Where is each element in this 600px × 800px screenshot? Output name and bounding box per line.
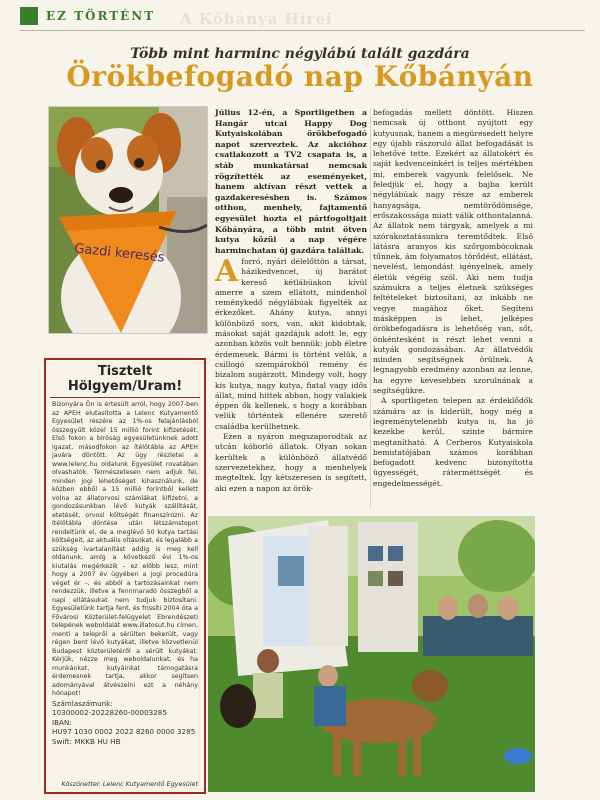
ghost-header-text: A Kőbánya Hírei bbox=[180, 10, 333, 28]
section-tag bbox=[20, 6, 155, 26]
appeal-account bbox=[46, 699, 204, 747]
section-label: EZ TÖRTÉNT bbox=[46, 9, 156, 23]
column-divider bbox=[370, 108, 371, 508]
event-scene-photo bbox=[208, 516, 535, 792]
col2-paragraph-2: Ezen a nyáron megszaporodtak az utcán kóborló állatok. Olyan sokan kerültek a különböző állatvédő szervezetekhez, hogy a menhelyek megteltek. Így kétszeresen is segített, aki ezen a napon az örök- bbox=[215, 432, 367, 493]
swift-code: Swift: MKKB HU HB bbox=[52, 736, 121, 746]
article-headline: Örökbefogadó nap Kőbányán bbox=[66, 60, 534, 93]
appeal-body bbox=[46, 398, 204, 699]
article-lead: Július 12-én, a Sportligetben a Hangár utcai Happy Dog Kutyaiskolában örökbefogadó napot szerveztek. Az akcióhoz csatlakozott a TV2 csapata is, a stáb munkatársai nemcsak rögzítették az eseményeket, hanem aktívan részt vettek a gazdakeresésben is. Számos otthon, menhely, fajtamentő egyesület hozta el pártfogoltjait Kőbányára, a több mint ötven kutya közül a nap végére harminchatan új gazdára találtak. bbox=[215, 108, 367, 255]
dog-portrait-photo bbox=[48, 106, 208, 334]
appeal-text: Bizonyára Ön is értesült arról, hogy 2007-ben az APEH elutasította a Lelenc Kutyamentő Egyesület részére az 1%-os felajánlásból összegyűlt közel 15 millió forint kifizetését. Első fokon a bíróság egyesületünknek adott igazat, másodfokon az ítélőtábla az APEH javára döntött. Az ügy részletei a www.lelenc.hu oldalunk Egyesület rovatában olvashatók. Természetesen nem adjuk fel, minden jogi lehetőséget kihasználunk, de közben ebből a 15 millió forintból kellett volna az állatorvosi számlákat kifizetni, a gondozásunkban lévő kutyák szállítását, etetését, orvosi költségét finanszírozni. Az ítélőtábla döntése után létszámstopot rendeltünk el, de a meglévő 50 kutya tartási költségeit, az aktuális oltásokat, és legalább a szükség ivartalanítást addig is meg kell oldanunk, amíg a következő évi 1%-os kiutalás megérkezik – ez előbb lesz, mint hogy a 2007 év ügyében a jogi procedúra véget ér –, és abból a tartozásainkat nem rendezzük, illetve a fennmaradó összegből a napi ellátásukat nem tudjuk biztosítani. Egyesületünk tartja fent, és frissíti 2004 óta a Fővárosi Közterület-felügyelet Ebrendészeti telepének weboldalát www.illatosut.hu címen, menti a telepről a sérülten bekerült, vagy régen bent lévő kutyákat, illetve közvetlenül Budapest közterületéről a sérült kutyákat. Kérjük, nézze meg weboldalunkat, és ha munkánkat, kutyáinkat támogatásra érdemesnek tartja, akkor segítsen adományával átvészelni ezt a néhány hónapot! bbox=[52, 401, 198, 697]
account-label: Számlaszámunk: bbox=[52, 698, 113, 708]
article-column-2 bbox=[215, 254, 367, 494]
col2-paragraph-1: forró, nyári délelőttön a társat, házikedvencet, új barátot kereső kétlábúakon kívül amerre a szem ellátott, mindenhol reménykedő négylábúak figyelték az érkezőket. Ahány kutya, annyi különböző sors, van, akit kidobtak, másokat saját gazdájuk adott le, egy azonban közös volt bennük: jobb életre érdemesek. Bármi is történt velük, a csillogó szempárokból remény és bizalom sugárzott. Mindegy volt, hogy kis kutya, nagy kutya, fiatal vagy idős állat, mind hittek abban, hogy valakiek éppen ők kellenek, s hogy a korábban velük történtek ellenére szerető családba kerülhetnek. bbox=[215, 257, 367, 431]
section-square-icon bbox=[20, 7, 38, 25]
appeal-thanks: Köszönettel: Lelenc Kutyamentő Egyesület bbox=[61, 780, 198, 788]
account-number: 10300002-20228260-00003285 bbox=[52, 708, 167, 717]
article-column-3 bbox=[373, 108, 533, 489]
iban-number: HU97 1030 0002 2022 8260 0000 3285 bbox=[52, 727, 196, 736]
appeal-title: Tisztelt Hölgyem/Uram! bbox=[67, 364, 183, 394]
bandana-text: Gazdi keresés bbox=[73, 241, 166, 266]
top-divider bbox=[20, 30, 585, 31]
appeal-box bbox=[44, 358, 206, 794]
iban-label: IBAN: bbox=[52, 717, 72, 727]
col3-paragraph-2: A sportligeten telepen az érdeklődők számára az is kiderült, hogy még a legreménytelenebb kutya is, ha jó kezekbe kerül, szinte bármire megtanítható. A Cerberos Kutyaiskola bemutatójában számos korábban befogadott kedvenc bizonyította ügyességét, ráterméttségét és engedelmességét. bbox=[373, 396, 533, 488]
article-kicker: Több mint harminc négylábú talált gazdára bbox=[130, 46, 470, 62]
col3-paragraph-1: befogadás mellett döntött. Hiszen nemcsak új otthont nyújtott egy kutyusnak, hanem a megüresedett helyre egy újabb rászoruló állat befogadását is lehetővé tette. Ezekért az állatokért és saját kedvenceinkért is teljes mértékben mi, emberek vagyunk felelősek. Ne feledjük el, hogy a bajba került négylábúak nagy része az emberek hanyagsága, nemtörődömsége, erőszakossága miatt válik otthontalanná. Az állatok nem tárgyak, amelyek a mi szórakoztatásunkra teremtődtek. Első látásra aranyos kis szőrgombócoknak tűnnek, ám folyamatos törődést, ellátást, nevelést, lemondást igényelnek, amely életük végéig szól. Aki nem tudja számukra a teljes életnek szükséges feltételeket biztosítani, az inkább ne vegye magához őket. Segíteni másképpen is lehet, jelképes örökbefogadásra is lehetőség van, sőt, önkéntesként is részt lehet venni a kutyák gondozásában. Az állatvédők minden segítségnek örülnek. A legnagyobb eredmény azonban az lenne, ha egyre kevesebben szorulnának a segítségükre. bbox=[373, 108, 533, 396]
drop-cap: A bbox=[215, 254, 239, 289]
